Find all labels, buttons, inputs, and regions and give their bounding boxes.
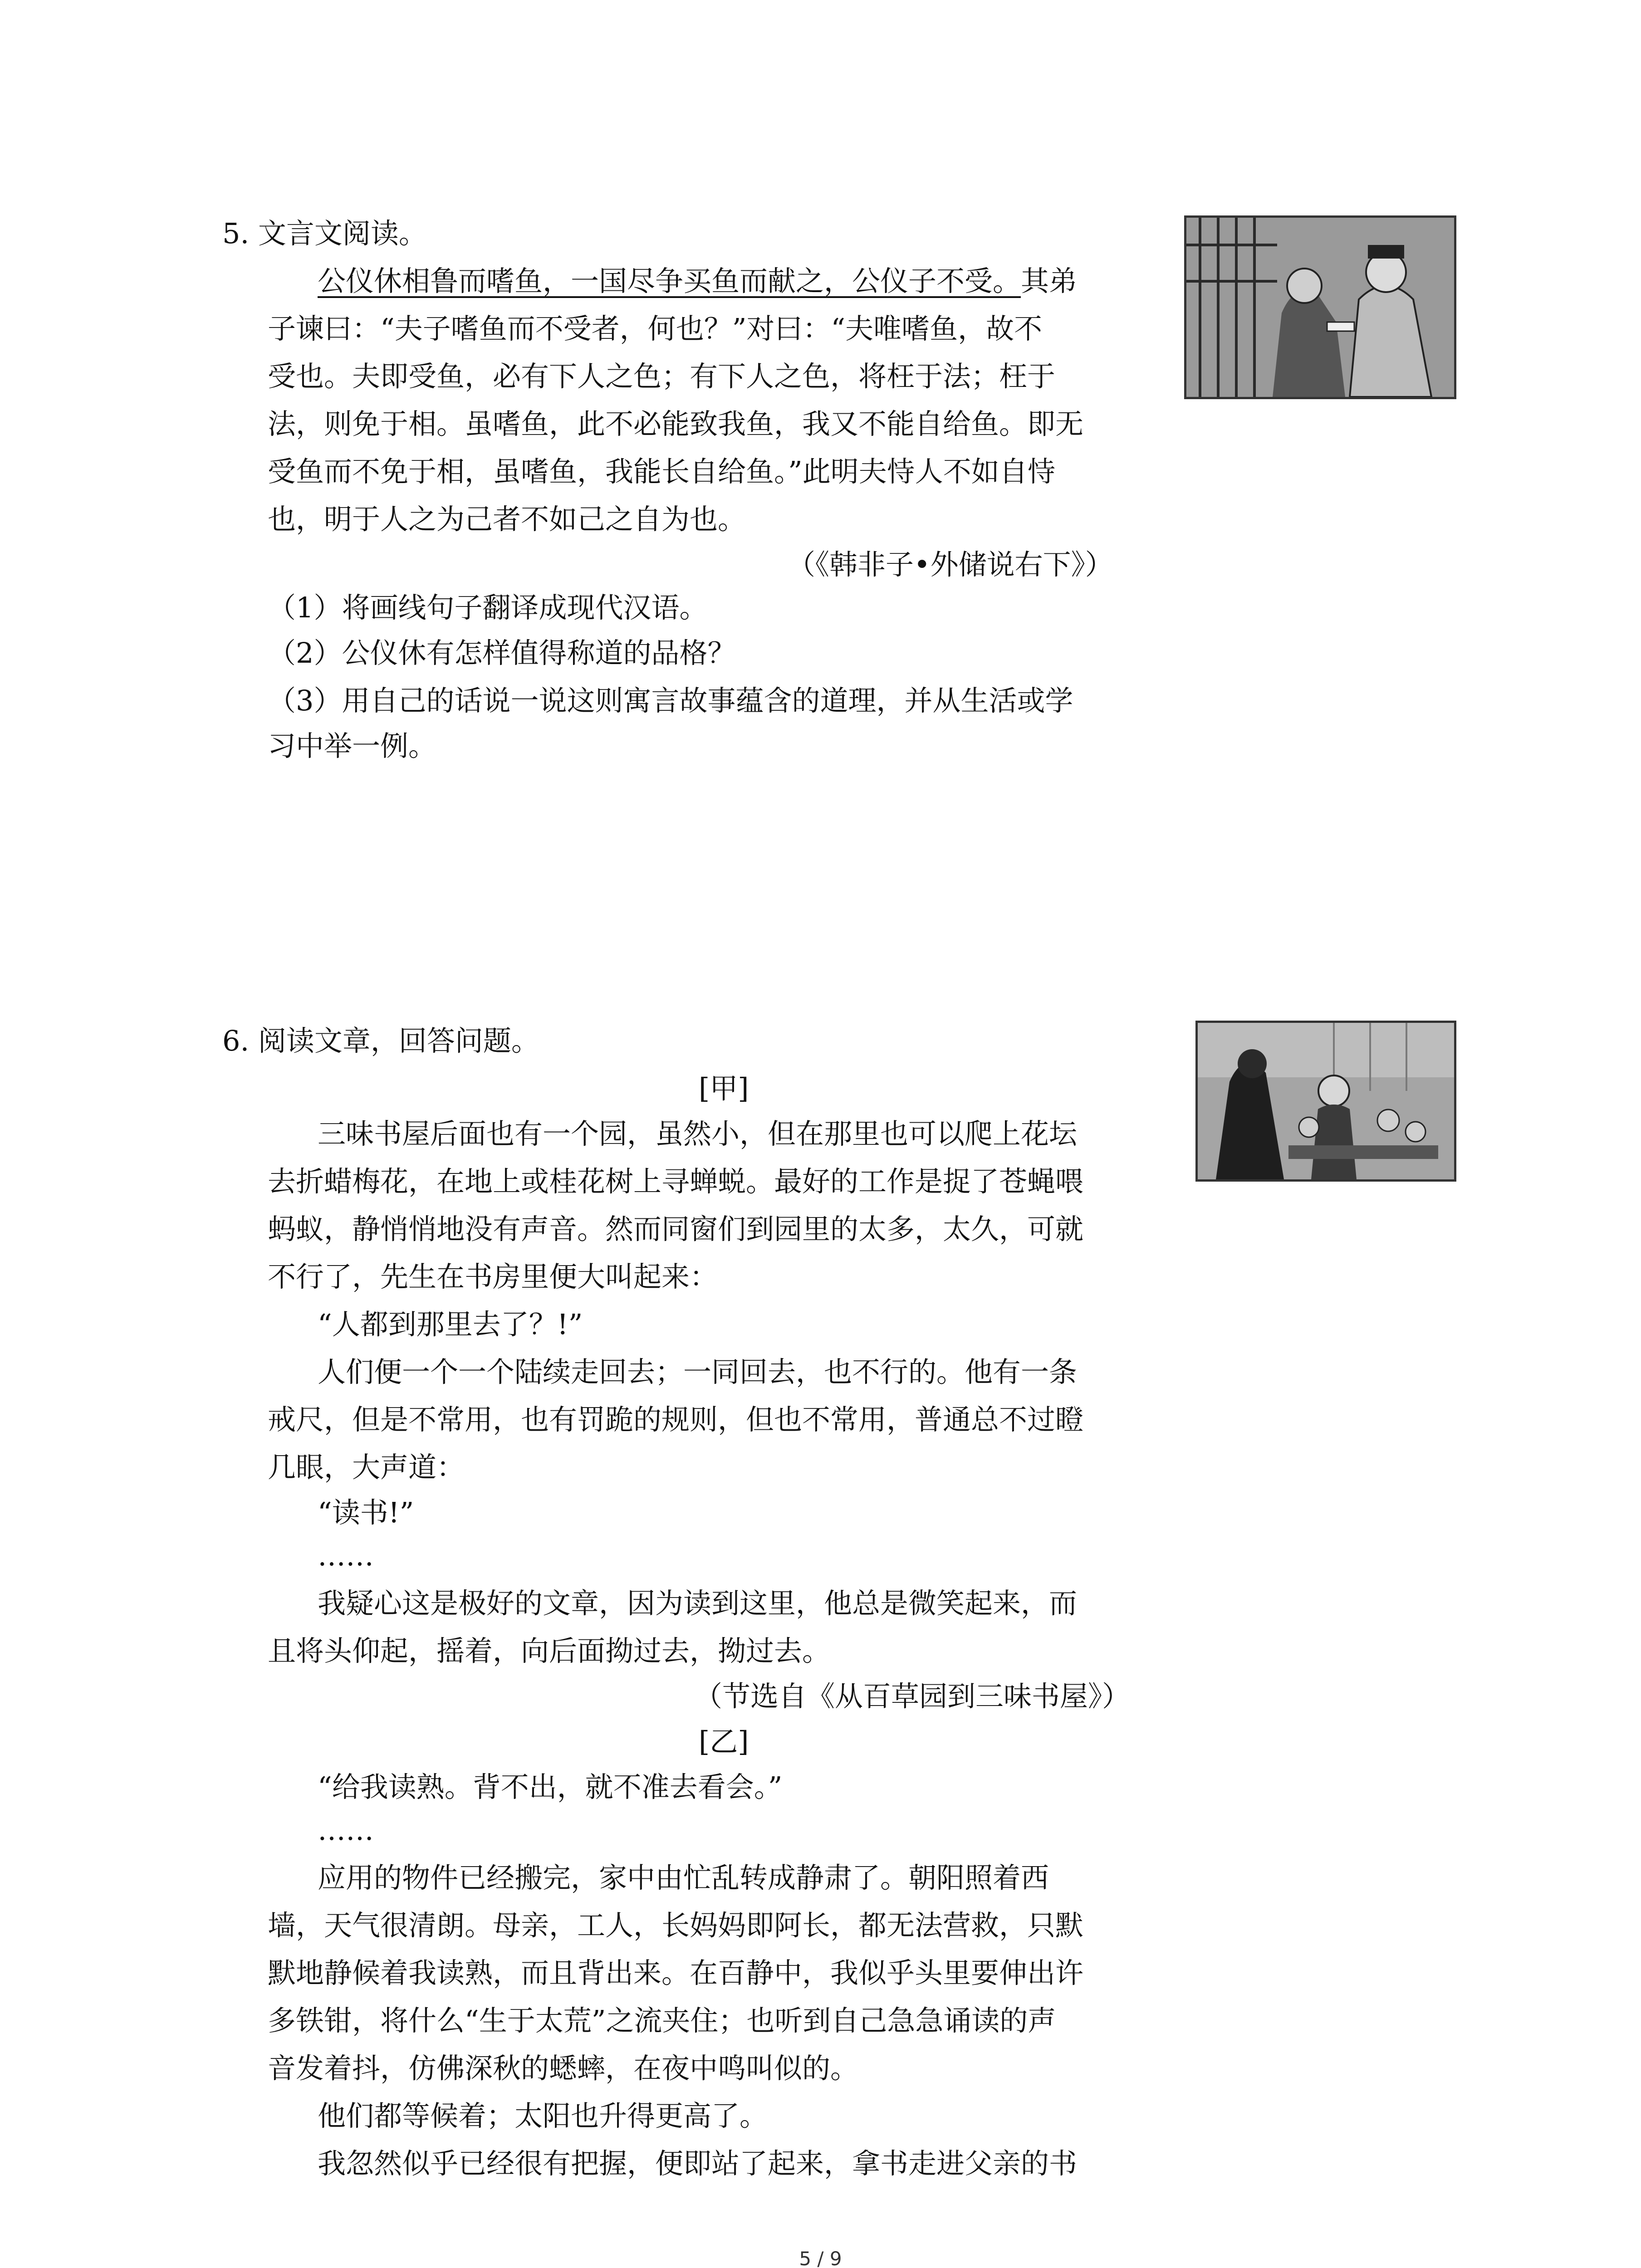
q6-a-line: 我疑心这是极好的文章，因为读到这里，他总是微笑起来，而 [318,1587,1078,1620]
q6-a-line: 且将头仰起，摇着，向后面拗过去，拗过去。 [268,1634,831,1667]
q6-a-line: 不行了，先生在书房里便大叫起来： [268,1260,718,1293]
q6-a-line: “人都到那里去了？!” [318,1308,583,1341]
q6-b-line: 他们都等候着；太阳也升得更高了。 [318,2099,768,2132]
q5-text-line: 受鱼而不免于相，虽嗜鱼，我能长自给鱼。”此明夫恃人不如自恃 [268,455,1056,488]
q6-a-line: 蚂蚁，静悄悄地没有声音。然而同窗们到园里的太多，太久，可就 [268,1212,1084,1246]
q5-text-line-1 [318,261,1077,302]
q6-b-line: 我忽然似乎已经很有把握，便即站了起来，拿书走进父亲的书 [318,2147,1078,2180]
q5-question-2: （2）公仪休有怎样值得称道的品格？ [268,636,736,670]
q5-heading: 5. 文言文阅读。 [222,217,427,250]
q5-text-line: 也，明于人之为己者不如己之自为也。 [268,503,746,536]
q6-a-line: 人们便一个一个陆续走回去；一同回去，也不行的。他有一条 [318,1355,1078,1388]
q6-a-line: …… [318,1539,374,1572]
q6-b-line: 多铁钳，将什么“生于太荒”之流夹住；也听到自己急急诵读的声 [268,2004,1056,2037]
q6-b-line: 墙，天气很清朗。母亲，工人，长妈妈即阿长，都无法营救，只默 [268,1909,1084,1942]
q5-source: （《韩非子•外储说右下》） [787,548,1113,581]
q6-a-line: “读书!” [318,1496,414,1529]
q5-question-1: （1）将画线句子翻译成现代汉语。 [268,591,708,624]
illustration-officials-image [1184,215,1456,399]
q5-underlined-sentence: 公仪休相鲁而嗜鱼，一国尽争买鱼而献之，公仪子不受。 [318,264,1021,298]
q6-a-line: 三味书屋后面也有一个园，虽然小，但在那里也可以爬上花坛 [318,1117,1078,1150]
q6-a-line: 戒尺，但是不常用，也有罚跪的规则，但也不常用，普通总不过瞪 [268,1403,1084,1436]
illustration-classroom-image [1195,1021,1456,1182]
q6-part-a-label: [甲] [699,1072,749,1105]
q6-b-line: “给我读熟。背不出，就不准去看会。” [318,1770,783,1804]
q6-b-line: 应用的物件已经搬完，家中由忙乱转成静肃了。朝阳照着西 [318,1861,1049,1894]
q5-text-line: 子谏曰：“夫子嗜鱼而不受者，何也？”对曰：“夫唯嗜鱼，故不 [268,312,1043,345]
q6-a-line: 几眼，大声道： [268,1451,465,1484]
q6-a-source: （节选自《从百草园到三味书屋》） [694,1680,1131,1713]
q5-text-line: 受也。夫即受鱼，必有下人之色；有下人之色，将枉于法；枉于 [268,360,1056,393]
page-number: 5 / 9 [799,2248,842,2268]
q6-b-line: …… [318,1813,374,1847]
q5-line1-rest: 其弟 [1021,264,1078,298]
q6-b-line: 默地静候着我读熟，而且背出来。在百静中，我似乎头里要伸出许 [268,1956,1084,1989]
q5-question-3: （3）用自己的话说一说这则寓言故事蕴含的道理，并从生活或学 [268,684,1073,717]
q6-b-line: 音发着抖，仿佛深秋的蟋蟀，在夜中鸣叫似的。 [268,2052,859,2085]
q5-text-line: 法，则免于相。虽嗜鱼，此不必能致我鱼，我又不能自给鱼。即无 [268,407,1084,440]
q6-a-line: 去折蜡梅花，在地上或桂花树上寻蝉蜕。最好的工作是捉了苍蝇喂 [268,1165,1084,1198]
q5-question-3-cont: 习中举一例。 [268,729,437,763]
q6-part-b-label: [乙] [699,1725,749,1758]
q6-heading: 6. 阅读文章，回答问题。 [222,1024,539,1057]
